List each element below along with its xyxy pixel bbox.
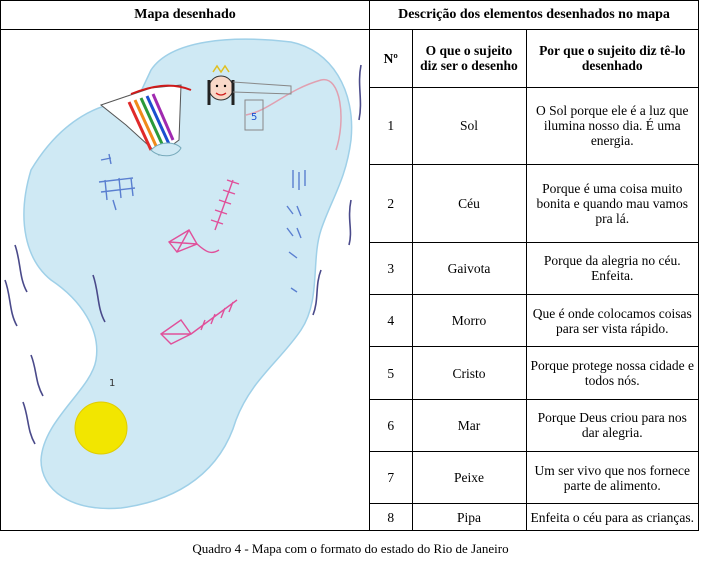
row-what: Morro <box>412 295 526 347</box>
row-num: 3 <box>370 242 412 294</box>
table-row <box>370 295 698 347</box>
table-row <box>370 504 698 530</box>
svg-text:5: 5 <box>251 112 258 123</box>
row-why: Que é onde colocamos coisas para ser vista rápido. <box>526 295 698 347</box>
row-why: Porque é uma coisa muito bonita e quando mau vamos pra lá. <box>526 165 698 243</box>
table-row <box>370 87 698 165</box>
row-why: Um ser vivo que nos fornece parte de alimento. <box>526 452 698 504</box>
drawn-map <box>1 30 369 530</box>
column-header-why: Por que o sujeito diz tê-lo desenhado <box>526 30 698 87</box>
row-num: 7 <box>370 452 412 504</box>
row-num: 1 <box>370 87 412 165</box>
row-why: Porque da alegria no céu. Enfeita. <box>526 242 698 294</box>
row-why: O Sol porque ele é a luz que ilumina nosso dia. É uma energia. <box>526 87 698 165</box>
description-header: Descrição dos elementos desenhados no mapa <box>370 1 698 30</box>
row-why: Porque protege nossa cidade e todos nós. <box>526 347 698 399</box>
description-column <box>370 1 698 530</box>
sun-drawing <box>75 402 127 454</box>
row-what: Peixe <box>412 452 526 504</box>
table-row <box>370 399 698 451</box>
row-num: 5 <box>370 347 412 399</box>
row-num: 6 <box>370 399 412 451</box>
svg-text:1: 1 <box>109 378 116 389</box>
row-what: Gaivota <box>412 242 526 294</box>
table-header-row <box>370 30 698 87</box>
table-row <box>370 452 698 504</box>
column-header-num: Nº <box>370 30 412 87</box>
map-column-header: Mapa desenhado <box>1 1 369 30</box>
row-what: Cristo <box>412 347 526 399</box>
row-num: 2 <box>370 165 412 243</box>
table-row <box>370 242 698 294</box>
row-what: Pipa <box>412 504 526 530</box>
map-column <box>1 1 370 530</box>
table-row <box>370 165 698 243</box>
row-what: Mar <box>412 399 526 451</box>
row-num: 8 <box>370 504 412 530</box>
figure-caption: Quadro 4 - Mapa com o formato do estado do Rio de Janeiro <box>192 541 509 556</box>
row-what: Céu <box>412 165 526 243</box>
column-header-what: O que o sujeito diz ser o desenho <box>412 30 526 87</box>
row-num: 4 <box>370 295 412 347</box>
sea-shape <box>24 39 352 508</box>
row-why: Porque Deus criou para nos dar alegria. <box>526 399 698 451</box>
description-table <box>370 30 698 530</box>
row-why: Enfeita o céu para as crianças. <box>526 504 698 530</box>
table-row <box>370 347 698 399</box>
row-what: Sol <box>412 87 526 165</box>
drawing-svg <box>1 30 369 530</box>
